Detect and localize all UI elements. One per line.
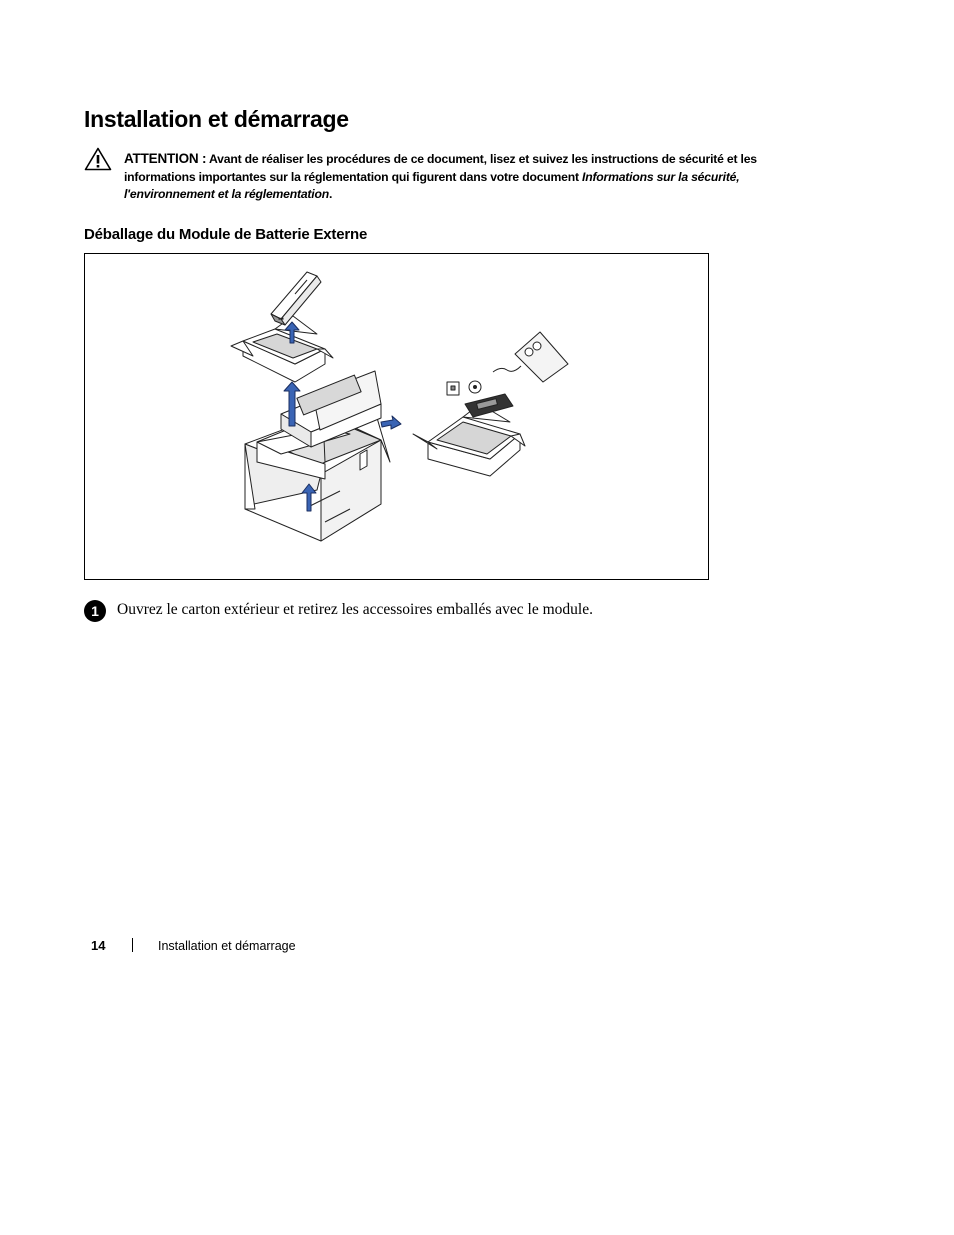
step-text: Ouvrez le carton extérieur et retirez les accessoires emballés avec le module. [117, 601, 593, 618]
warning-body: Avant de réaliser les procédures de ce document, lisez et suivez les instructions de sécurité et les informations importantes sur la réglementation qui figurent dans votre document [124, 152, 757, 184]
warning-triangle-icon [84, 147, 112, 171]
footer-chapter-title: Installation et démarrage [158, 939, 296, 953]
arrow-right-icon [381, 416, 401, 429]
warning-end: . [328, 187, 333, 201]
accessories [447, 332, 568, 417]
footer-separator [132, 938, 133, 952]
accessory-carton-small [231, 316, 333, 382]
warning-notice [124, 150, 764, 204]
page-title: Installation et démarrage [84, 106, 349, 132]
unpacking-figure [84, 253, 709, 580]
battery-module [271, 272, 321, 325]
safety-document-title: Informations sur la sécurité, l'environnement et la réglementation [124, 169, 740, 201]
step-number-badge: 1 [84, 600, 106, 622]
accessory-carton-right [413, 404, 525, 476]
unpacking-battery-module-illustration [85, 254, 708, 579]
warning-label: ATTENTION : [124, 151, 207, 166]
page-number: 14 [91, 938, 106, 953]
section-heading: Déballage du Module de Batterie Externe [84, 226, 368, 243]
svg-text:▪▪: ▪▪ [278, 316, 285, 322]
